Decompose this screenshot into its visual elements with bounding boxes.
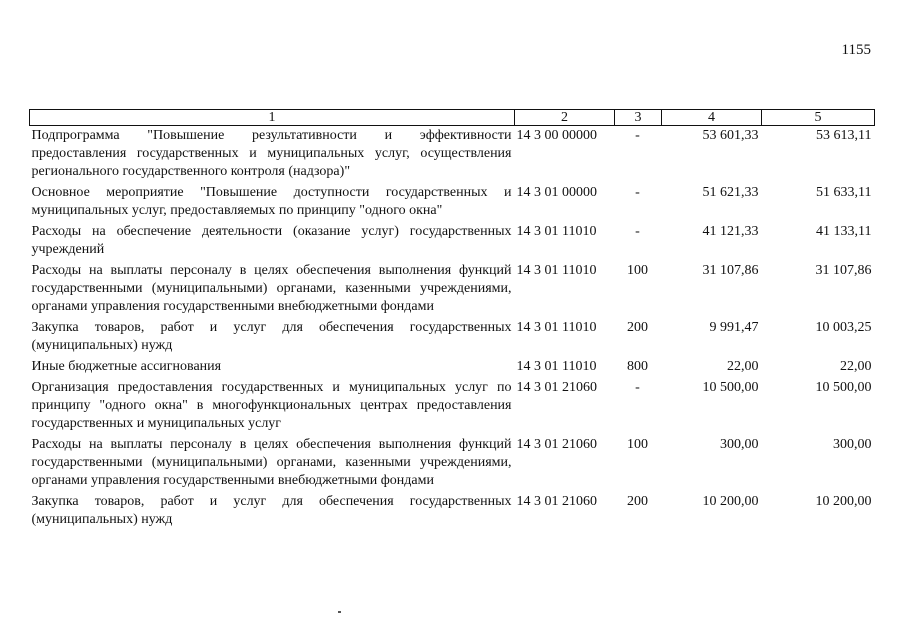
row-amount-col5: 10 003,25 <box>815 320 872 335</box>
table-row <box>30 318 875 357</box>
budget-table <box>29 109 875 531</box>
row-description: Подпрограмма "Повышение результативности и эффективности предоставления государственных и муниципальных услуг, осуществления регионального государственного контроля (надзора)" <box>31 128 512 179</box>
table-row <box>30 183 875 222</box>
row-code: 14 3 01 11010 <box>516 320 597 335</box>
row-amount-col4: 53 601,33 <box>702 128 759 143</box>
row-description: Расходы на выплаты персоналу в целях обеспечения выполнения функций государственными (муниципальными) органами, казенными учреждениями, органами управления государственными внебюджетными фондами <box>31 437 512 488</box>
row-code: 14 3 01 11010 <box>516 359 597 374</box>
row-description: Расходы на выплаты персоналу в целях обеспечения выполнения функций государственными (муниципальными) органами, казенными учреждениями, органами управления государственными внебюджетными фондами <box>31 263 512 314</box>
row-amount-col5: 51 633,11 <box>816 185 872 200</box>
row-amount-col4: 22,00 <box>727 359 759 374</box>
column-header-2: 2 <box>515 110 615 126</box>
table-row <box>30 378 875 435</box>
column-header-1: 1 <box>30 110 515 126</box>
row-description: Иные бюджетные ассигнования <box>31 359 222 374</box>
table-row <box>30 261 875 318</box>
row-expense-type: 100 <box>627 263 648 278</box>
row-code: 14 3 01 21060 <box>516 437 597 452</box>
row-code: 14 3 00 00000 <box>516 128 597 143</box>
row-expense-type: - <box>635 224 640 239</box>
page-number: 1155 <box>841 42 871 58</box>
row-expense-type: - <box>635 185 640 200</box>
row-description: Расходы на обеспечение деятельности (оказание услуг) государственных учреждений <box>31 224 512 257</box>
row-expense-type: 800 <box>627 359 648 374</box>
row-expense-type: 100 <box>627 437 648 452</box>
table-row <box>30 435 875 492</box>
row-description: Основное мероприятие "Повышение доступности государственных и муниципальных услуг, предоставляемых по принципу "одного окна" <box>31 185 512 218</box>
row-code: 14 3 01 11010 <box>516 224 597 239</box>
row-amount-col4: 31 107,86 <box>702 263 759 278</box>
row-expense-type: - <box>635 380 640 395</box>
row-amount-col5: 10 200,00 <box>815 494 872 509</box>
scan-speck <box>338 611 341 613</box>
row-amount-col4: 9 991,47 <box>709 320 759 335</box>
row-amount-col4: 41 121,33 <box>702 224 759 239</box>
column-header-3: 3 <box>615 110 662 126</box>
row-amount-col5: 22,00 <box>840 359 872 374</box>
row-expense-type: - <box>635 128 640 143</box>
row-amount-col4: 300,00 <box>720 437 759 452</box>
row-amount-col5: 53 613,11 <box>816 128 872 143</box>
row-amount-col4: 10 500,00 <box>702 380 759 395</box>
row-amount-col5: 300,00 <box>833 437 872 452</box>
row-amount-col5: 10 500,00 <box>815 380 872 395</box>
row-description: Организация предоставления государственных и муниципальных услуг по принципу "одного окна" в многофункциональных центрах предоставления государственных и муниципальных услуг <box>31 380 512 431</box>
row-code: 14 3 01 11010 <box>516 263 597 278</box>
column-header-4: 4 <box>662 110 762 126</box>
row-description: Закупка товаров, работ и услуг для обеспечения государственных (муниципальных) нужд <box>31 320 512 353</box>
table-row <box>30 357 875 378</box>
row-amount-col4: 51 621,33 <box>702 185 759 200</box>
column-header-5: 5 <box>762 110 875 126</box>
row-description: Закупка товаров, работ и услуг для обеспечения государственных (муниципальных) нужд <box>31 494 512 527</box>
row-expense-type: 200 <box>627 494 648 509</box>
table-row <box>30 126 875 184</box>
row-amount-col4: 10 200,00 <box>702 494 759 509</box>
row-expense-type: 200 <box>627 320 648 335</box>
row-amount-col5: 31 107,86 <box>815 263 872 278</box>
table-row <box>30 222 875 261</box>
table-row <box>30 492 875 531</box>
row-code: 14 3 01 21060 <box>516 380 597 395</box>
row-amount-col5: 41 133,11 <box>816 224 872 239</box>
header-row <box>30 110 875 126</box>
row-code: 14 3 01 21060 <box>516 494 597 509</box>
row-code: 14 3 01 00000 <box>516 185 597 200</box>
